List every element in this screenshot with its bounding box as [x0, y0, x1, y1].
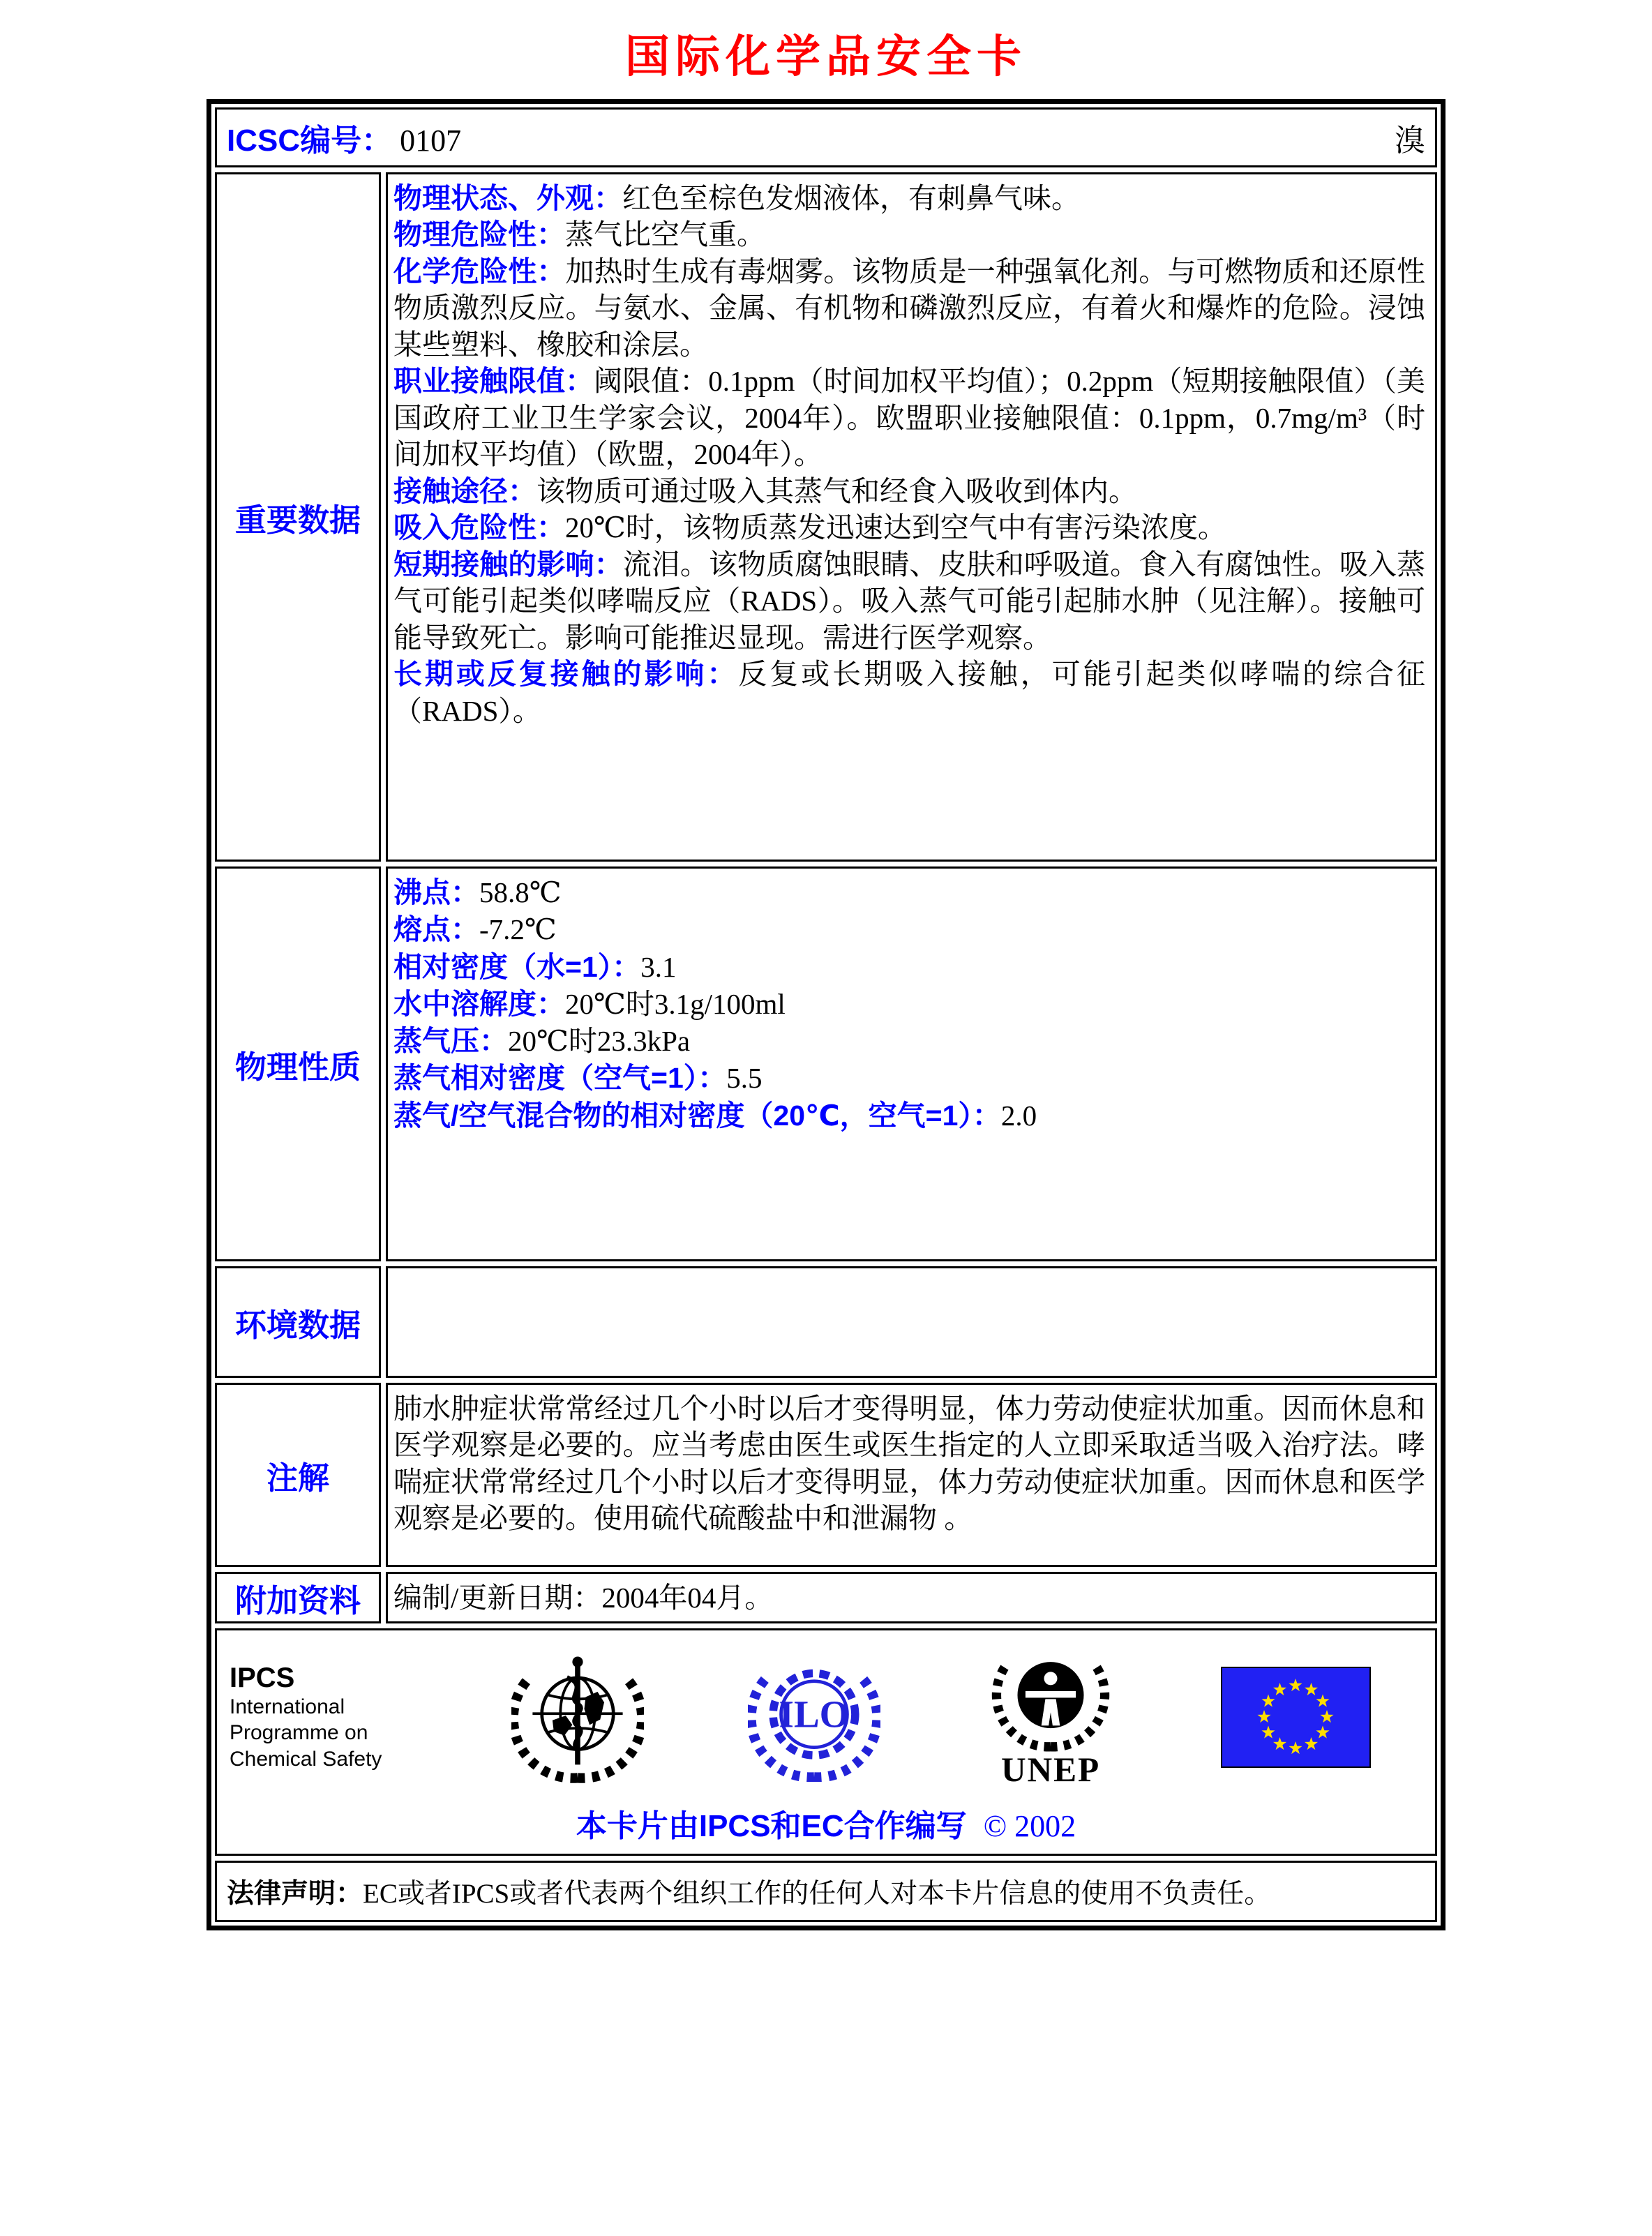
svg-text:UNEP: UNEP [1000, 1750, 1100, 1789]
physical-item: 沸点：58.8℃ [393, 876, 562, 908]
important-data-content [386, 172, 1437, 862]
legal-text-wrap [227, 1872, 1271, 1911]
environmental-data-content [386, 1266, 1437, 1378]
important-item: 长期或反复接触的影响：反复或长期吸入接触，可能引起类似哮喘的综合征（RADS）。 [393, 658, 1425, 727]
unep-icon [984, 1640, 1117, 1794]
important-item: 吸入危险性：20℃时，该物质蒸发迅速达到空气中有害污染浓度。 [393, 511, 1226, 544]
ipcs-text-block: IPCS International Programme on Chemical Safety [230, 1663, 460, 1773]
important-item: 物理危险性：蒸气比空气重。 [393, 218, 765, 251]
important-item: 物理状态、外观：红色至棕色发烟液体，有刺鼻气味。 [393, 182, 1080, 214]
environmental-data-label: 环境数据 [234, 1307, 361, 1343]
eu-flag-icon [1221, 1667, 1371, 1768]
additional-info-row [215, 1572, 1437, 1623]
environmental-data-label-cell [215, 1266, 381, 1378]
notes-label: 注解 [266, 1460, 329, 1496]
notes-content: 肺水肿症状常常经过几个小时以后才变得明显，体力劳动使症状加重。因而休息和医学观察是必要的。应当考虑由医生或医生指定的人立即采取适当吸入治疗法。哮喘症状常常经过几个小时以后才变得明显，体力劳动使症状加重。因而休息和医学观察是必要的。使用硫代硫酸盐中和泄漏物 。 [386, 1383, 1437, 1567]
important-item: 短期接触的影响：流泪。该物质腐蚀眼睛、皮肤和呼吸道。食入有腐蚀性。吸入蒸气可能引起类似哮喘反应（RADS）。吸入蒸气可能引起肺水肿（见注解）。接触可能导致死亡。影响可能推迟显现。需进行医学观察。 [393, 548, 1425, 654]
icsc-number-label: ICSC编号： [227, 123, 393, 158]
legal-cell [215, 1861, 1437, 1922]
ipcs-acronym: IPCS [230, 1662, 295, 1693]
legal-text: EC或者IPCS或者代表两个组织工作的任何人对本卡片信息的使用不负责任。 [363, 1879, 1272, 1909]
physical-properties-label-cell [215, 866, 381, 1261]
page-title: 国际化学品安全卡 [625, 31, 1027, 83]
footer-caption-text: 本卡片由IPCS和EC合作编写 [576, 1809, 967, 1844]
physical-item: 水中溶解度：20℃时3.1g/100ml [393, 987, 786, 1020]
icsc-number-value: 0107 [400, 123, 462, 158]
important-data-label: 重要数据 [234, 502, 361, 538]
svg-text:ILO: ILO [779, 1693, 850, 1736]
legal-label: 法律声明： [227, 1879, 363, 1909]
footer-row [215, 1628, 1437, 1856]
important-data-row [215, 172, 1437, 862]
who-icon [511, 1651, 644, 1783]
physical-item: 蒸气/空气混合物的相对密度（20℃，空气=1）：2.0 [393, 1099, 1037, 1132]
icsc-number-group [227, 115, 461, 160]
physical-item: 蒸气压：20℃时23.3kPa [393, 1025, 691, 1058]
environmental-data-row [215, 1266, 1437, 1378]
footer-logos [217, 1630, 1435, 1794]
physical-item: 蒸气相对密度（空气=1）：5.5 [393, 1062, 763, 1095]
physical-item: 相对密度（水=1）：3.1 [393, 950, 677, 983]
physical-properties-label: 物理性质 [234, 1049, 361, 1085]
icsc-card [206, 99, 1446, 1930]
additional-info-label: 附加资料 [234, 1582, 361, 1619]
legal-row [215, 1861, 1437, 1922]
additional-info-content: 编制/更新日期：2004年04月。 [386, 1572, 1437, 1623]
important-item: 化学危险性：加热时生成有毒烟雾。该物质是一种强氧化剂。与可燃物质和还原性物质激烈反应。与氨水、金属、有机物和磷激烈反应，有着火和爆炸的危险。浸蚀某些塑料、橡胶和涂层。 [393, 255, 1425, 361]
footer-cell [215, 1628, 1437, 1856]
header-row [215, 107, 1437, 167]
important-item: 职业接触限值：阈限值：0.1ppm（时间加权平均值）；0.2ppm（短期接触限值）（美国政府工业卫生学家会议，2004年）。欧盟职业接触限值：0.1ppm，0.7mg/m³（时间加权平均值）（欧盟，2004年）。 [393, 365, 1426, 471]
footer-caption [217, 1794, 1435, 1854]
physical-properties-content [386, 866, 1437, 1261]
physical-item: 熔点：-7.2℃ [393, 913, 557, 946]
physical-properties-row [215, 866, 1437, 1261]
ilo-icon [748, 1653, 880, 1782]
chemical-name: 溴 [1395, 123, 1425, 158]
important-item: 接触途径：该物质可通过吸入其蒸气和经食入吸收到体内。 [393, 474, 1137, 507]
notes-row [215, 1383, 1437, 1567]
notes-label-cell [215, 1383, 381, 1567]
header-cell [215, 107, 1437, 167]
footer-copyright: © 2002 [983, 1809, 1076, 1844]
important-data-label-cell [215, 172, 381, 862]
additional-info-label-cell [215, 1572, 381, 1623]
logo-strip [460, 1640, 1422, 1794]
